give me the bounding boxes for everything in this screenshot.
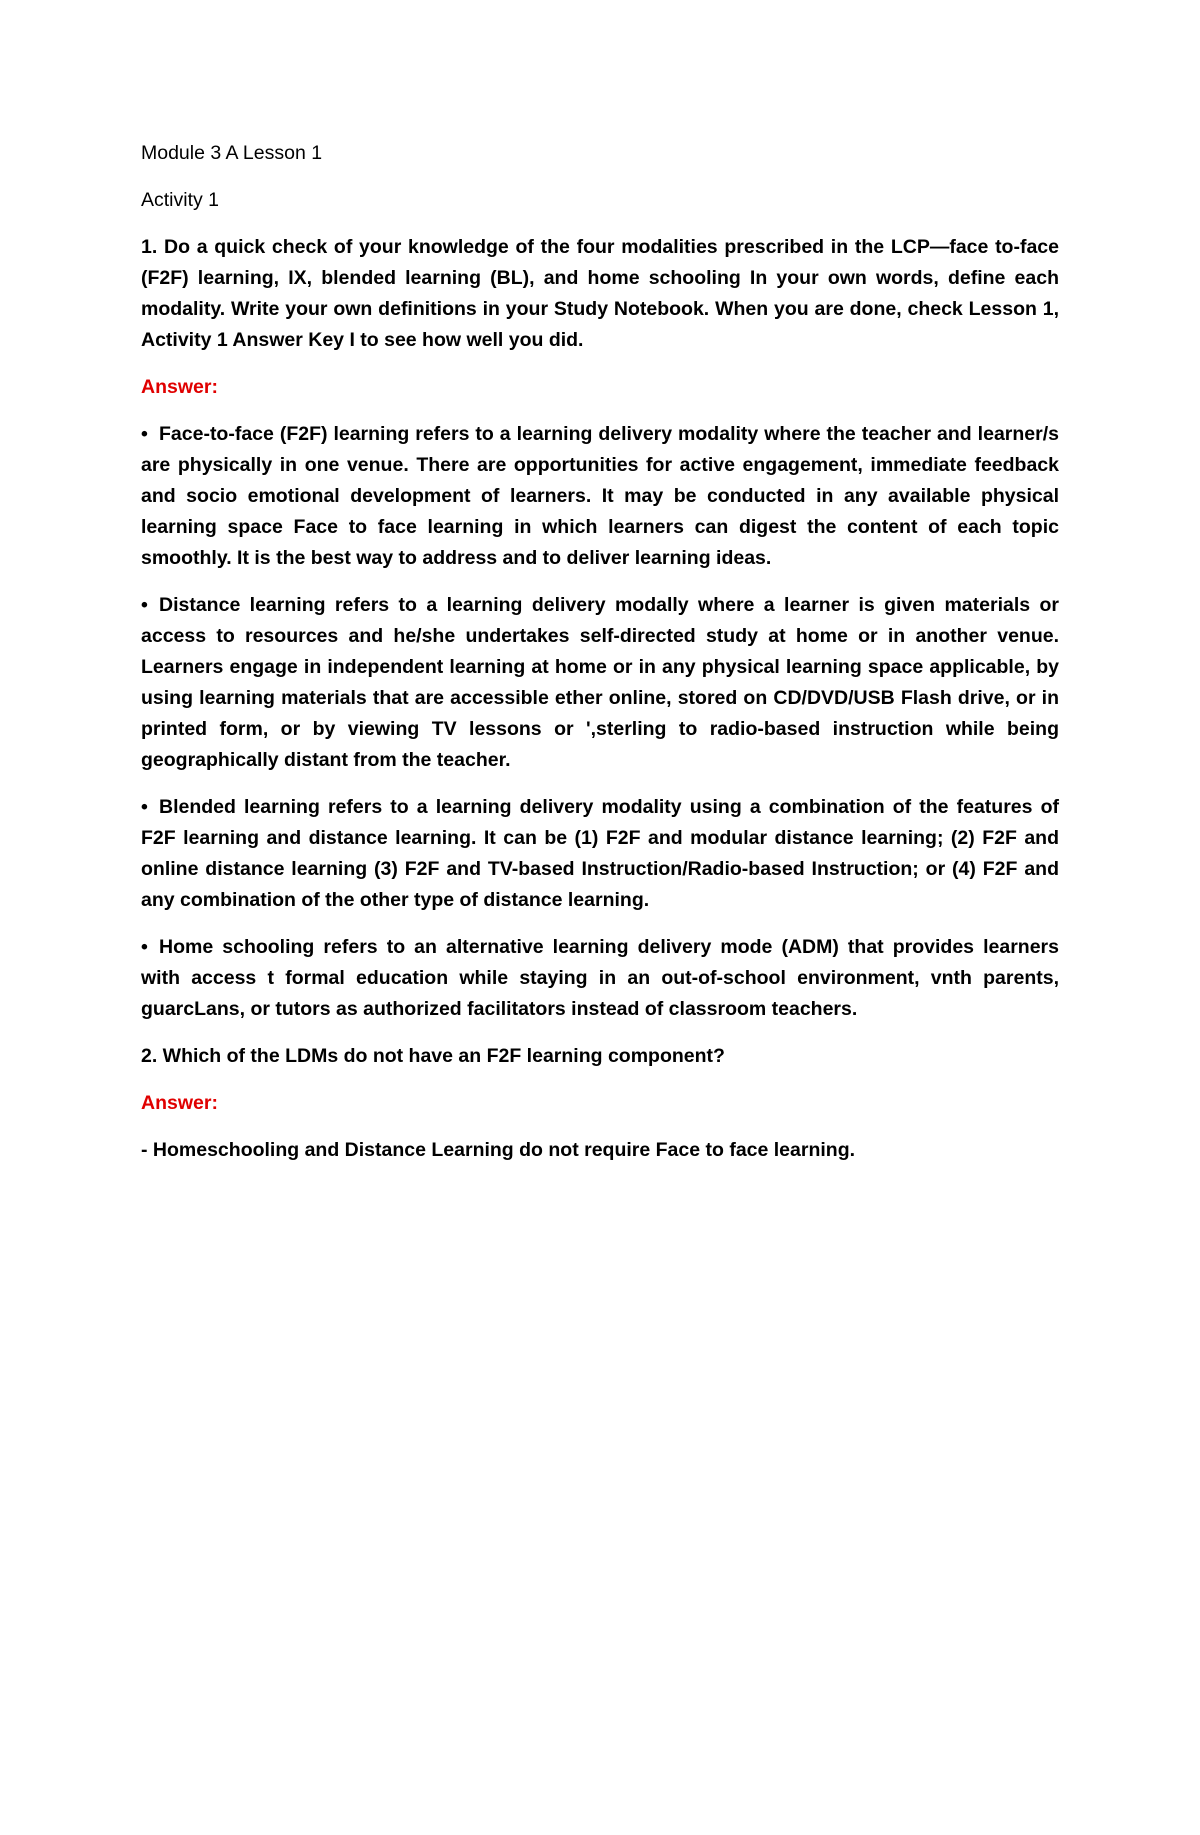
question-1: 1. Do a quick check of your knowledge of the four modalities prescribed in the LCP—face to-face (F2F) learning, IX, blended learning (BL), and home schooling In your own words, define each modality. Write your own definitions in your Study Notebook. When you are done, check Lesson 1, Activity 1 Answer Key I to see how well you did. [141,236,1059,351]
document-page [141,138,1059,1182]
bullet-text-distance-learning: Distance learning refers to a learning delivery modally where a learner is given materials or access to resources and he/she undertakes self-directed study at home or in another venue. Learners engage in independent learning at home or in any physical learning space applicable, by using learning materials that are accessible ether online, stored on CD/DVD/USB Flash drive, or in printed form, or by viewing TV lessons or ',sterling to radio-based instruction while being geographically distant from the teacher. [141,594,1059,771]
bullet-blended-learning [141,792,1059,916]
bullet-icon: • [141,423,148,445]
answer-label-1: Answer: [141,376,218,398]
bullet-face-to-face [141,419,1059,574]
bullet-icon: • [141,796,148,818]
bullet-text-blended-learning: Blended learning refers to a learning delivery modality using a combination of the features of F2F learning and distance learning. It can be (1) F2F and modular distance learning; (2) F2F and online distance learning (3) F2F and TV-based Instruction/Radio-based Instruction; or (4) F2F and any combination of the other type of distance learning. [141,796,1059,911]
bullet-icon: • [141,936,148,958]
bullet-home-schooling [141,932,1059,1025]
document-title: Module 3 A Lesson 1 [141,142,323,164]
bullet-text-home-schooling: Home schooling refers to an alternative learning delivery mode (ADM) that provides learners with access t formal education while staying in an out-of-school environment, vnth parents, guarcLans, or tutors as authorized facilitators instead of classroom teachers. [141,936,1059,1020]
activity-heading: Activity 1 [141,189,220,211]
bullet-icon: • [141,594,148,616]
answer-2-text: - Homeschooling and Distance Learning do not require Face to face learning. [141,1139,856,1161]
bullet-text-face-to-face: Face-to-face (F2F) learning refers to a learning delivery modality where the teacher and learner/s are physically in one venue. There are opportunities for active engagement, immediate feedback and socio emotional development of learners. It may be conducted in any available physical learning space Face to face learning in which learners can digest the content of each topic smoothly. It is the best way to address and to deliver learning ideas. [141,423,1059,569]
question-2: 2. Which of the LDMs do not have an F2F learning component? [141,1045,725,1067]
answer-label-2: Answer: [141,1092,218,1114]
bullet-distance-learning [141,590,1059,776]
